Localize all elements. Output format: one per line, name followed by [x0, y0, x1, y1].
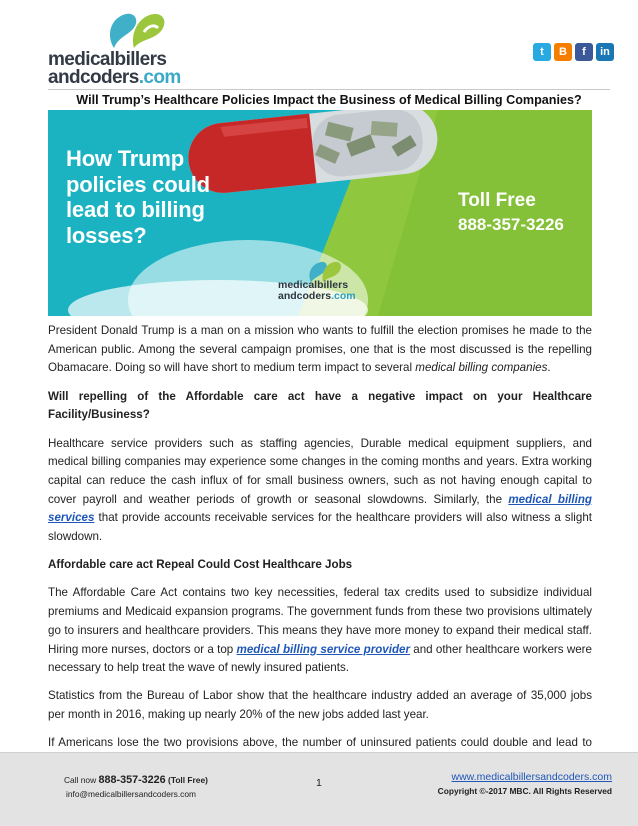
logo-text-line2: andcoders.com	[48, 67, 181, 88]
website-link[interactable]: www.medicalbillersandcoders.com	[451, 771, 612, 783]
banner-toll-label: Toll Free	[458, 190, 536, 211]
page-title: Will Trump’s Healthcare Policies Impact the Business of Medical Billing Companies?	[76, 93, 582, 107]
paragraph: Statistics from the Bureau of Labor show that the healthcare industry added an average of 35,000 jobs per month in 2016, making up nearly 20% of the new jobs added last year.	[48, 689, 592, 722]
footer-contact	[64, 773, 208, 801]
medical-billing-services-link[interactable]: medical billing services	[48, 492, 592, 525]
paragraph: The Affordable Care Act contains two key necessities, federal tax credits used to subsidize individual premiums and Medicaid expansion programs. The government funds from these two provisions ultimately go to insurers and healthcare providers. This means they have more money to expand their medical staff. Hiring more nurses, doctors or a top medical billing service provider and other healthcare workers were necessary to help treat the wave of newly insured patients.	[48, 586, 592, 675]
hero-banner	[48, 110, 592, 316]
facebook-icon[interactable]: f	[575, 43, 593, 61]
logo-mark-icon	[48, 8, 198, 52]
emphasis-text: medical billing companies	[415, 361, 548, 375]
blogger-icon[interactable]: B	[554, 43, 572, 61]
footer-email[interactable]: info@medicalbillersandcoders.com	[66, 789, 196, 799]
banner-logo-line2: andcoders.com	[278, 290, 356, 302]
footer-phone[interactable]: 888-357-3226	[98, 774, 166, 786]
banner-headline-line: losses?	[66, 222, 147, 248]
banner-headline-line: How Trump	[66, 146, 184, 171]
copyright-text: Copyright ©-2017 MBC. All Rights Reserved	[437, 786, 612, 796]
medical-billing-provider-link[interactable]: medical billing service provider	[236, 642, 410, 656]
footer-site-info	[438, 770, 612, 798]
page-header	[0, 0, 638, 92]
article-body	[48, 322, 592, 781]
call-label: Call now	[64, 775, 97, 785]
banner-headline	[66, 146, 210, 248]
page-number: 1	[316, 777, 322, 789]
section-heading: Affordable care act Repeal Could Cost Healthcare Jobs	[48, 558, 353, 572]
header-divider	[48, 89, 610, 90]
footer-divider	[0, 752, 638, 753]
linkedin-icon[interactable]: in	[596, 43, 614, 61]
banner-logo-line1: medicalbillers	[278, 279, 349, 291]
company-logo[interactable]	[48, 8, 198, 88]
section-heading: Will repelling of the Affordable care act have a negative impact on your Healthcare Facility/Business?	[48, 389, 592, 422]
toll-note: (Toll Free)	[168, 775, 208, 785]
banner-headline-line: policies could	[66, 171, 210, 197]
paragraph: President Donald Trump is a man on a mission who wants to fulfill the election promises he made to the American public. Among the several campaign promises, one that is the most discussed is the repelling Obamacare. Doing so will have short to medium term impact to several medical billing companies.	[48, 324, 592, 375]
banner-toll-number: 888-357-3226	[458, 215, 564, 234]
banner-headline-line: lead to billing	[66, 197, 205, 222]
paragraph: Healthcare service providers such as staffing agencies, Durable medical equipment suppliers, and medical billing companies may experience some changes in the coming months and years. Extra working capital can reduce the cash influx of for small business owners, such as not having enough capital to cover payroll and weather periods of growth or seasonal slowdowns. Similarly, the medical billing services that provide accounts receivable services for the healthcare providers will also witness a slight slowdown.	[48, 436, 592, 544]
logo-text-line1: medicalbillers	[48, 49, 167, 70]
paragraph: If Americans lose the two provisions above, the number of uninsured patients could double and lead to	[48, 736, 592, 750]
twitter-icon[interactable]: t	[533, 43, 551, 61]
